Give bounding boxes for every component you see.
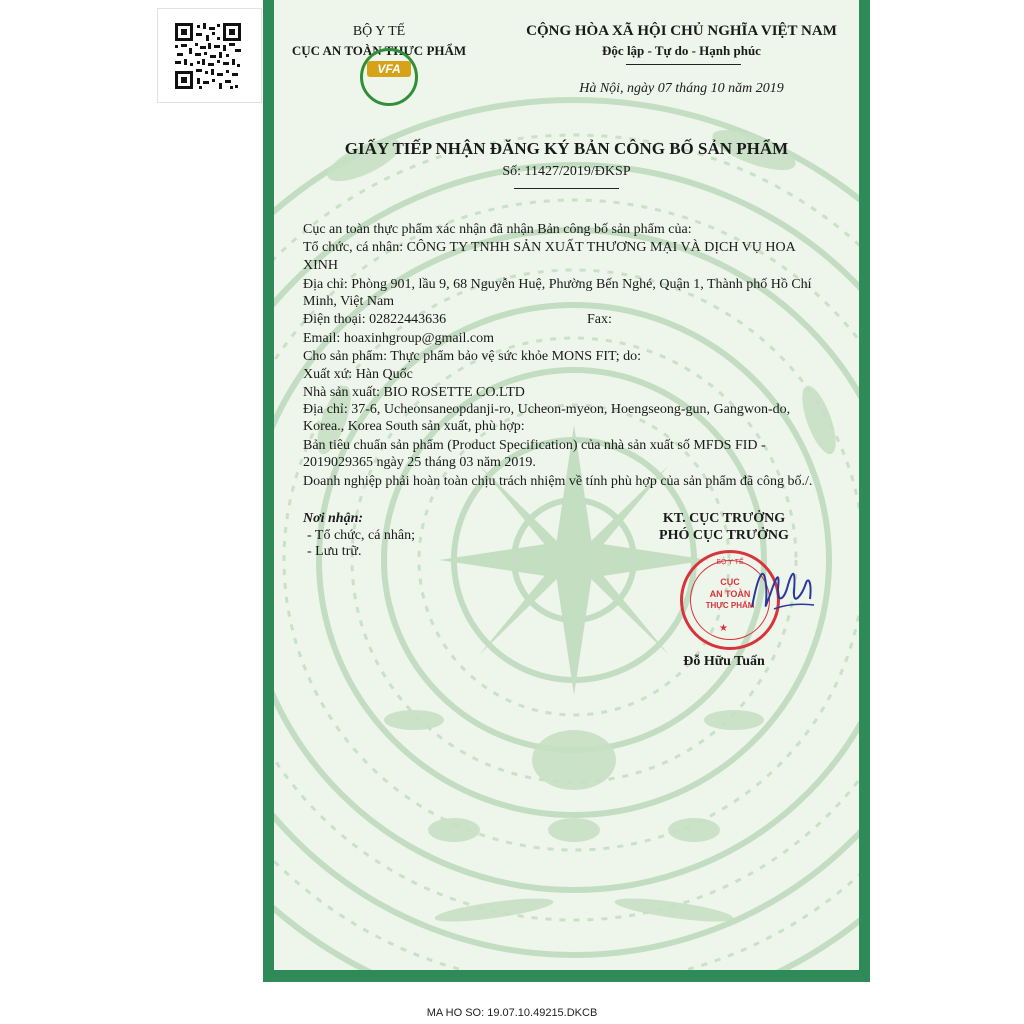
stamp-line2: AN TOÀN <box>709 589 751 599</box>
stamp-line1: CỤC <box>720 577 740 587</box>
document-number: Số: 11427/2019/ĐKSP <box>502 164 631 179</box>
specification-line2: 2019029365 ngày 25 tháng 03 năm 2019. <box>303 455 536 470</box>
ministry-name: BỘ Y TẾ <box>352 24 406 39</box>
address-line1: Địa chỉ: Phòng 901, lầu 9, 68 Nguyễn Huệ, Phường Bến Nghé, Quận 1, Thành phố Hồ Chí <box>303 277 812 292</box>
vfa-logo-text: VFA <box>367 61 411 77</box>
signer-role1: KT. CỤC TRƯỞNG <box>662 511 786 526</box>
origin-text: Xuất xứ: Hàn Quốc <box>303 367 413 382</box>
fax-text: Fax: <box>587 312 612 327</box>
email-text: Email: hoaxinhgroup@gmail.com <box>303 331 494 346</box>
title-underline <box>514 188 619 189</box>
file-code: MA HO SO: 19.07.10.49215.DKCB <box>426 1007 598 1019</box>
specification-line1: Bản tiêu chuẩn sản phẩm (Product Specification) của nhà sản xuất số MFDS FID - <box>303 438 766 453</box>
national-motto: Độc lập - Tự do - Hạnh phúc <box>602 43 761 58</box>
star-icon: ★ <box>719 623 728 634</box>
document-title: GIẤY TIẾP NHẬN ĐĂNG KÝ BẢN CÔNG BỐ SẢN PHẨM <box>344 139 789 158</box>
vfa-logo <box>360 48 418 106</box>
manufacturer-address-line1: Địa chỉ: 37-6, Ucheonsaneopdanji-ro, Ucheon-myeon, Hoengseong-gun, Gangwon-do, <box>303 402 791 417</box>
intro-text: Cục an toàn thực phẩm xác nhận đã nhận Bản công bố sản phẩm của: <box>303 222 692 237</box>
motto-underline <box>626 64 741 65</box>
agency-name: CỤC AN TOÀN THỰC PHẨM <box>291 43 467 58</box>
organization-line2: XINH <box>303 258 338 273</box>
issue-date: Hà Nội, ngày 07 tháng 10 năm 2019 <box>579 81 784 96</box>
stamp-line3: THỰC PHẨM <box>705 601 755 610</box>
signature-scribble <box>744 555 824 625</box>
manufacturer-text: Nhà sản xuất: BIO ROSETTE CO.LTD <box>303 385 525 400</box>
recipients-item2: - Lưu trữ. <box>307 544 362 559</box>
certificate-paper <box>274 0 859 970</box>
signer-role2: PHÓ CỤC TRƯỞNG <box>659 528 789 543</box>
manufacturer-address-line2: Korea., Korea South sản xuất, phù hợp: <box>303 419 525 434</box>
certificate-frame <box>263 0 870 982</box>
responsibility-text: Doanh nghiệp phải hoàn toàn chịu trách nhiệm về tính phù hợp của sản phẩm đã công bố./. <box>303 474 813 489</box>
address-line2: Minh, Việt Nam <box>303 294 395 309</box>
recipients-heading: Nơi nhận: <box>303 511 364 526</box>
product-text: Cho sản phẩm: Thực phẩm bảo vệ sức khỏe MONS FIT; do: <box>303 349 642 364</box>
signer-name: Đỗ Hữu Tuấn <box>683 654 765 669</box>
phone-text: Điện thoại: 02822443636 <box>303 312 447 327</box>
stamp-ring-text: BỘ Y TẾ <box>716 559 744 566</box>
recipients-item1: - Tổ chức, cá nhân; <box>307 528 416 543</box>
organization-line1: Tổ chức, cá nhân: CÔNG TY TNHH SẢN XUẤT THƯƠNG MẠI VÀ DỊCH VỤ HOA <box>303 240 796 255</box>
qr-code-icon <box>175 23 241 89</box>
republic-title: CỘNG HÒA XÃ HỘI CHỦ NGHĨA VIỆT NAM <box>526 23 837 39</box>
qr-code-box <box>157 8 262 103</box>
